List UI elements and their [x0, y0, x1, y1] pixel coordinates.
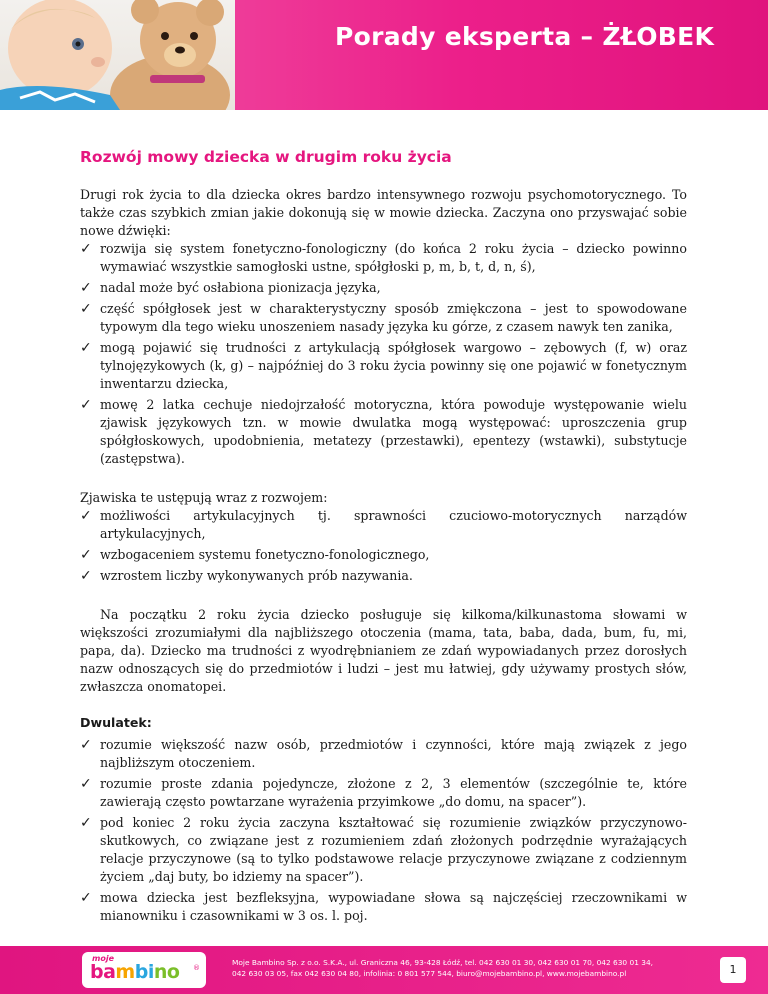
logo-moje-text: moje	[92, 954, 114, 963]
checkmark-icon: ✓	[80, 890, 92, 906]
moje-bambino-logo	[82, 952, 206, 988]
logo-bambino-text: bambino	[90, 961, 180, 983]
page-number: 1	[720, 957, 746, 983]
list-item: ✓ wzrostem liczby wykonywanych prób nazywania.	[80, 568, 413, 584]
list-item: ✓ pod koniec 2 roku życia zaczyna kształtować się rozumienie związków przyczynowo-skutkowych, co związane jest z rozumieniem zdań złożonych podrzędnie wyrażających relacje przyczynowe (są to tylko podstawowe relacje przyczynowe związane z codziennym życiem „daj buty, bo idziemy na spacer”).	[80, 815, 687, 884]
toddler-list	[80, 736, 687, 925]
checkmark-icon: ✓	[80, 340, 92, 356]
header-banner	[0, 0, 768, 110]
checkmark-icon: ✓	[80, 241, 92, 257]
speech-sounds-list	[80, 240, 687, 468]
toddler-heading: Dwulatek:	[80, 715, 152, 730]
checkmark-icon: ✓	[80, 776, 92, 792]
phenomena-intro: Zjawiska te ustępują wraz z rozwojem:	[80, 490, 328, 505]
checkmark-icon: ✓	[80, 568, 92, 584]
article-content	[80, 148, 687, 928]
checkmark-icon: ✓	[80, 737, 92, 753]
header-title: Porady eksperta – ŻŁOBEK	[335, 22, 715, 51]
list-item: ✓ rozwija się system fonetyczno-fonologiczny (do końca 2 roku życia – dziecko powinno wymawiać wszystkie samogłoski ustne, spółgłoski p, m, b, t, d, n, ś),	[80, 241, 687, 274]
phenomena-list	[80, 507, 687, 585]
list-item: ✓ rozumie większość nazw osób, przedmiotów i czynności, które mają związek z jego najbliższym otoczeniem.	[80, 737, 687, 770]
checkmark-icon: ✓	[80, 397, 92, 413]
intro-paragraph: Drugi rok życia to dla dziecka okres bardzo intensywnego rozwoju psychomotorycznego. To także czas szybkich zmian jakie dokonują się w mowie dziecka. Zaczyna ono przyswajać sobie nowe dźwięki:	[80, 187, 687, 238]
child-teddy-illustration	[0, 0, 235, 110]
checkmark-icon: ✓	[80, 508, 92, 524]
list-item: ✓ mowa dziecka jest bezfleksyjna, wypowiadane słowa są najczęściej rzeczownikami w mianowniku i czasownikami w 3 os. l. poj.	[80, 890, 687, 923]
checkmark-icon: ✓	[80, 815, 92, 831]
list-item: ✓ wzbogaceniem systemu fonetyczno-fonologicznego,	[80, 547, 430, 563]
footer-bar	[0, 946, 768, 994]
article-title: Rozwój mowy dziecka w drugim roku życia	[80, 148, 452, 166]
checkmark-icon: ✓	[80, 301, 92, 317]
list-item: ✓ mowę 2 latka cechuje niedojrzałość motoryczna, która powoduje występowanie wielu zjawisk językowych tzn. w mowie dwulatka mogą występować: uproszczenia grup spółgłoskowych, upodobnienia, metatezy (przestawki), epentezy (wstawki), substytucje (zastępstwa).	[80, 397, 687, 466]
company-address: Moje Bambino Sp. z o.o. S.K.A., ul. Graniczna 46, 93-428 Łódź, tel. 042 630 01 30, 042 630 01 70, 042 630 01 34, 042 630 03 05, fax 042 630 04 80, infolinia: 0 801 577 544, biuro@mojebambino.pl, www.mojebambino.pl	[232, 958, 653, 978]
list-item: ✓ nadal może być osłabiona pionizacja języka,	[80, 280, 381, 296]
list-item: ✓ mogą pojawić się trudności z artykulacją spółgłosek wargowo – zębowych (f, w) oraz tylnojęzykowych (k, g) – najpóźniej do 3 roku życia powinny się one pojawić w fonetycznym inwentarzu dziecka,	[80, 340, 687, 391]
checkmark-icon: ✓	[80, 280, 92, 296]
registered-mark: ®	[193, 964, 200, 972]
header-photo-child-with-teddy-bear	[0, 0, 235, 110]
body-paragraph: Na początku 2 roku życia dziecko posługuje się kilkoma/kilkunastoma słowami w większości zrozumiałymi dla najbliższego otoczenia (mama, tata, baba, dada, bum, fu, mi, papa, da). Dziecko ma trudności z wyodrębnianiem ze zdań wypowiadanych przez dorosłych nazw odnoszących się do przedmiotów i ludzi – jest mu łatwiej, gdy używamy prostych słów, zwłaszcza onomatopei.	[80, 607, 687, 694]
list-item: ✓ część spółgłosek jest w charakterystyczny sposób zmiękczona – jest to spowodowane typowym dla tego wieku unoszeniem nasady języka ku górze, z czasem nawyk ten zanika,	[80, 301, 687, 334]
checkmark-icon: ✓	[80, 547, 92, 563]
list-item: ✓ rozumie proste zdania pojedyncze, złożone z 2, 3 elementów (szczególnie te, które zawierają często powtarzane wyrażenia przyimkowe „do domu, na spacer”).	[80, 776, 687, 809]
list-item: ✓ możliwości artykulacyjnych tj. sprawności czuciowo-motorycznych narządów artykulacyjnych,	[80, 508, 687, 541]
